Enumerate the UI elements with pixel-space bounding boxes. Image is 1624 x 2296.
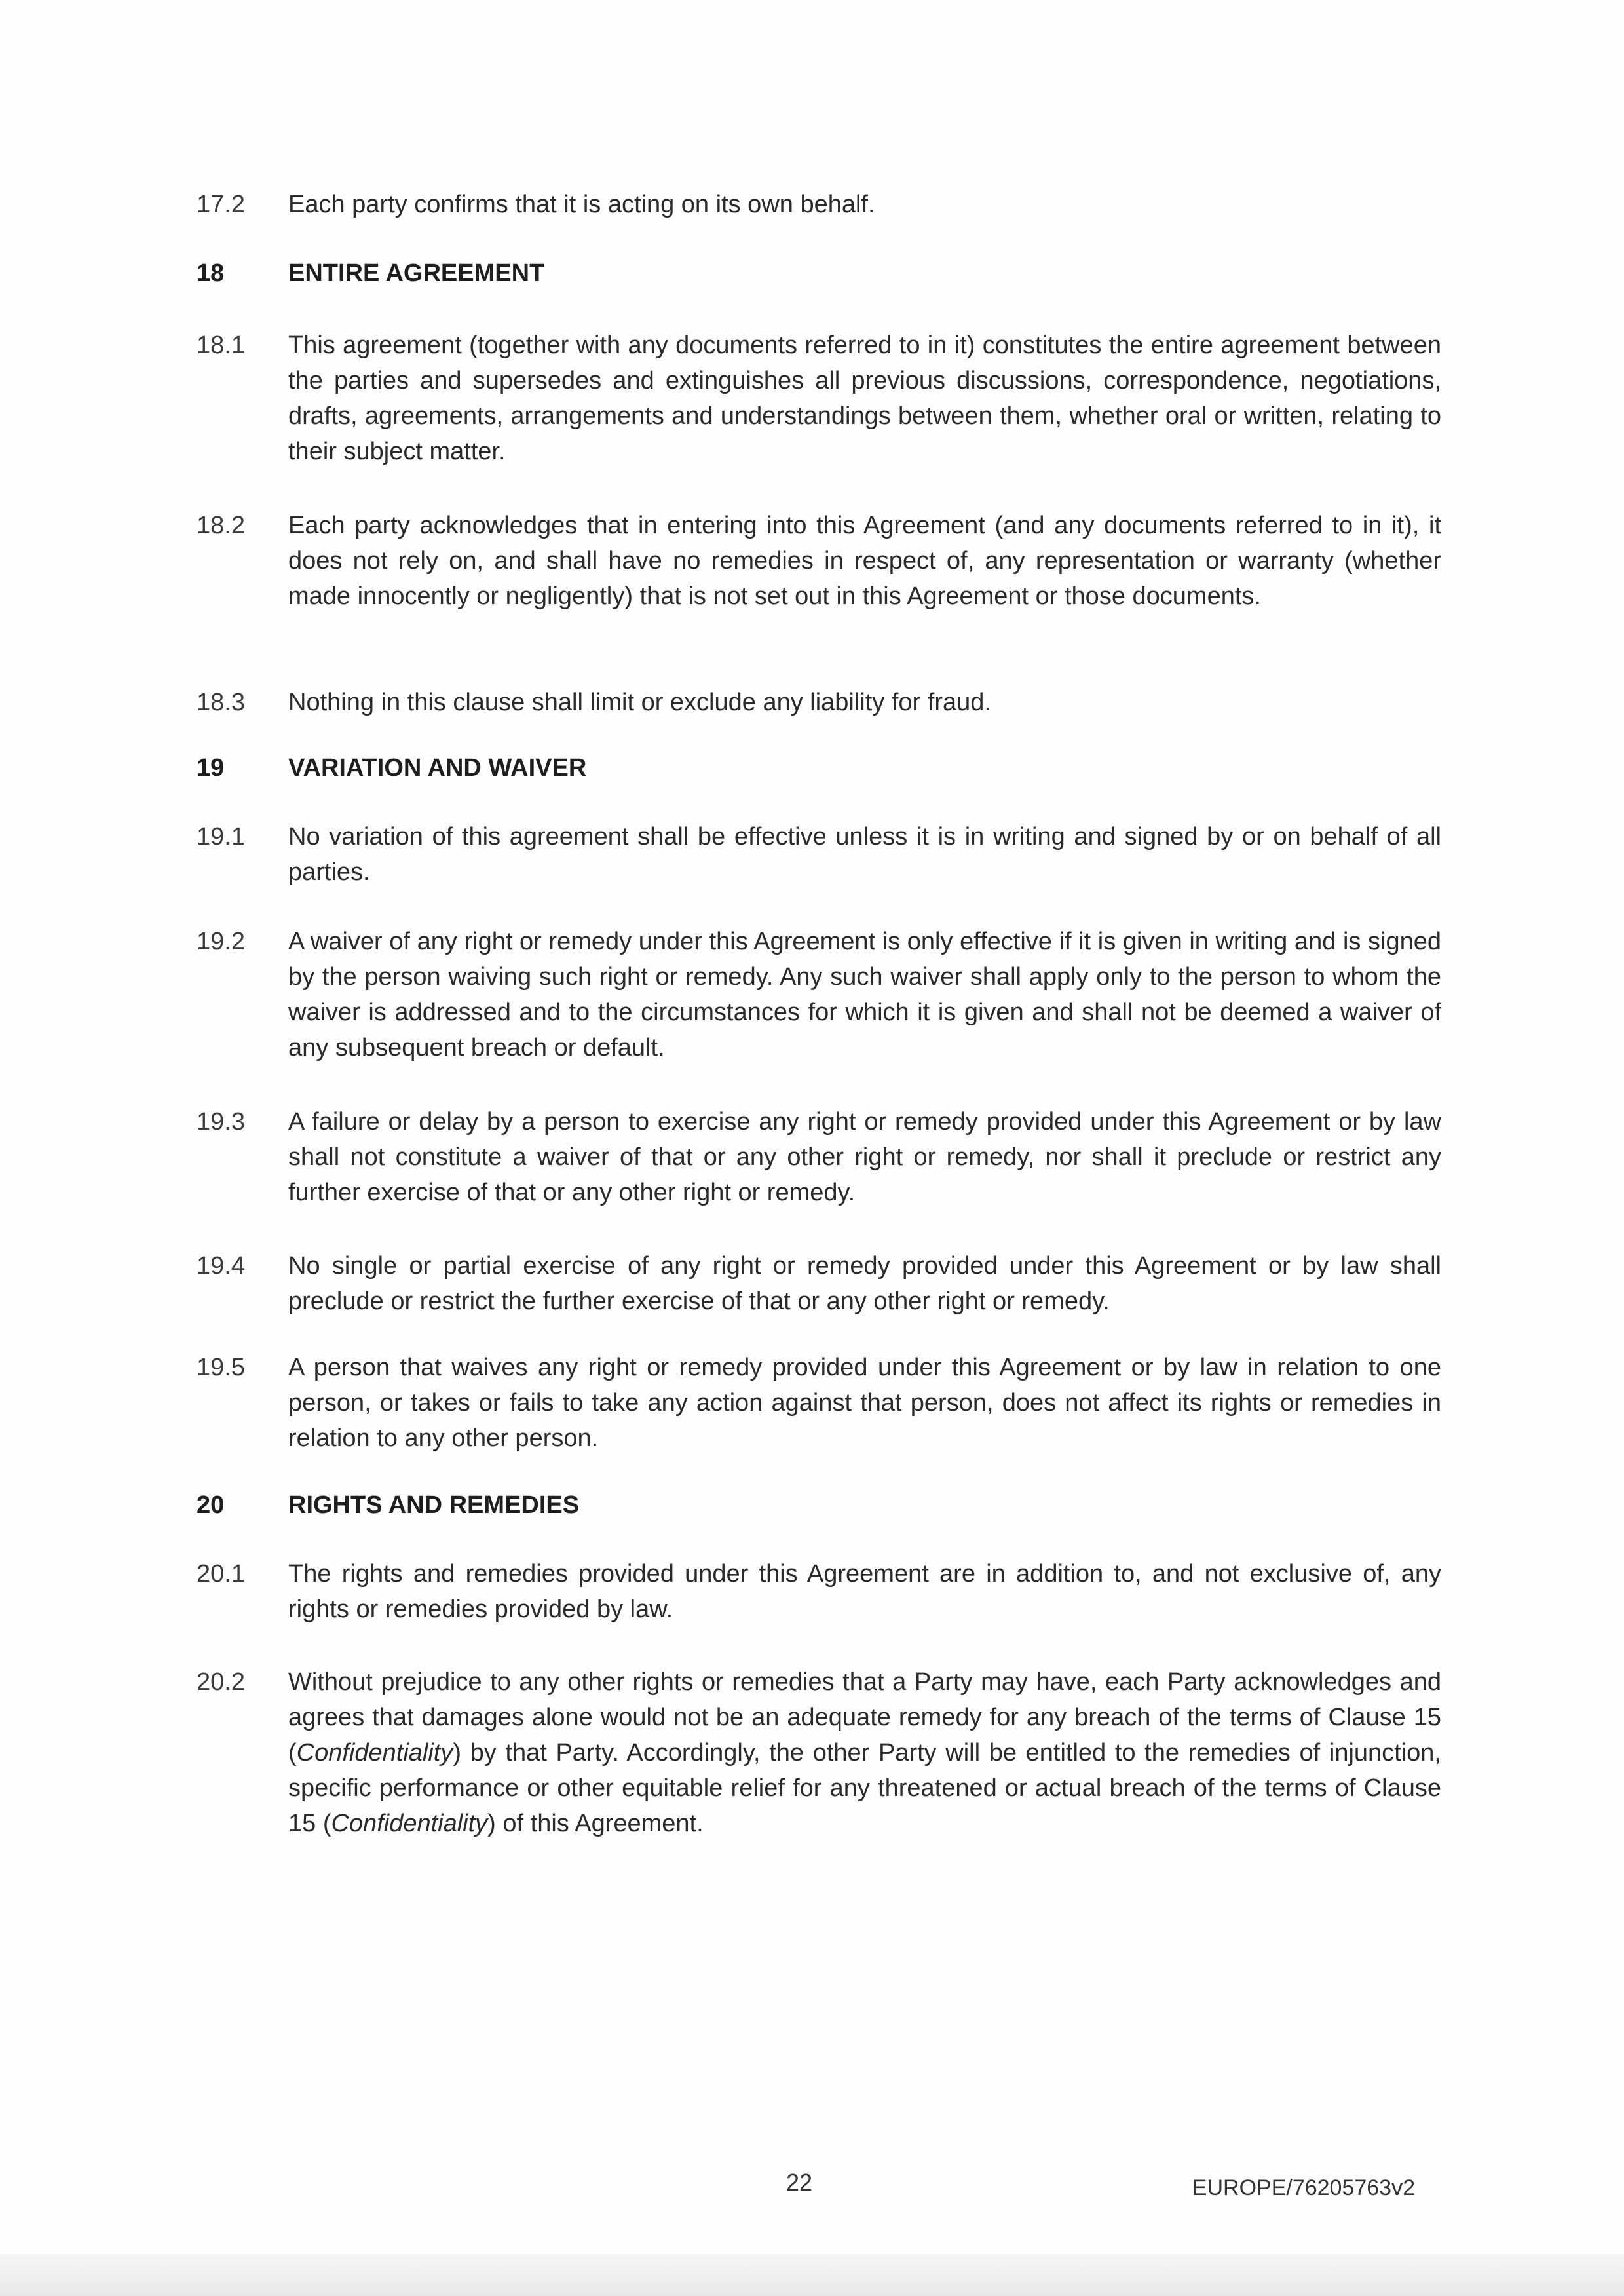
scan-edge-shadow (0, 2254, 1624, 2296)
clause-number: 20.2 (197, 1668, 245, 1696)
clause-20-1 (197, 1556, 1441, 1627)
section-title: VARIATION AND WAIVER (288, 754, 587, 782)
section-number: 19 (197, 754, 225, 782)
section-18-heading (197, 256, 1441, 291)
confidentiality-reference: Confidentiality (296, 1739, 453, 1767)
document-reference: EUROPE/76205763v2 (1192, 2175, 1415, 2200)
clause-19-5 (197, 1350, 1441, 1456)
clause-text-part: Without prejudice to any other rights or remedies that a Party may have, each Party acknowledges and agrees that damages alone would not be an adequate remedy for any breach of the terms of Clause 15 ( (288, 1668, 1441, 1767)
clause-19-4 (197, 1248, 1441, 1319)
clause-number: 19.4 (197, 1252, 245, 1280)
section-title: RIGHTS AND REMEDIES (288, 1491, 580, 1519)
clause-text-part: ) by that Party. Accordingly, the other Party will be entitled to the remedies of injunction, specific performance or other equitable relief for any threatened or actual breach of the terms of Clause 15 ( (288, 1739, 1441, 1837)
clause-20-2 (197, 1664, 1441, 1841)
clause-text (288, 1664, 1441, 1841)
clause-text: A person that waives any right or remedy provided under this Agreement or by law in relation to one person, or takes or fails to take any action against that person, does not affect its rights or remedies in relation to any other person. (288, 1354, 1441, 1452)
clause-text: A waiver of any right or remedy under this Agreement is only effective if it is given in writing and is signed by the person waiving such right or remedy. Any such waiver shall apply only to the person to whom the waiver is addressed and to the circumstances for which it is given and shall not be deemed a waiver of any subsequent breach or default. (288, 928, 1441, 1062)
clause-text-part: ) of this Agreement. (487, 1810, 704, 1837)
clause-number: 17.2 (197, 191, 245, 218)
clause-text: Each party acknowledges that in entering into this Agreement (and any documents referred to in it), it does not rely on, and shall have no remedies in respect of, any representation or warranty (whether made innocently or negligently) that is not set out in this Agreement or those documents. (288, 512, 1441, 610)
clause-number: 20.1 (197, 1560, 245, 1588)
clause-number: 18.3 (197, 689, 245, 716)
clause-18-3 (197, 685, 1441, 720)
clause-number: 19.3 (197, 1108, 245, 1136)
clause-19-1 (197, 819, 1441, 890)
section-number: 18 (197, 259, 225, 287)
section-number: 20 (197, 1491, 225, 1519)
clause-18-1 (197, 328, 1441, 469)
clause-text: Each party confirms that it is acting on its own behalf. (288, 191, 875, 218)
section-title: ENTIRE AGREEMENT (288, 259, 545, 287)
page-number: 22 (785, 2169, 813, 2196)
section-20-heading (197, 1487, 1441, 1523)
clause-18-2 (197, 508, 1441, 614)
clause-number: 18.1 (197, 332, 245, 359)
section-19-heading (197, 750, 1441, 786)
clause-17-2 (197, 187, 1441, 222)
confidentiality-reference: Confidentiality (331, 1810, 488, 1837)
clause-text: A failure or delay by a person to exercise any right or remedy provided under this Agreement or by law shall not constitute a waiver of that or any other right or remedy, nor shall it preclude or restrict any further exercise of that or any other right or remedy. (288, 1108, 1441, 1206)
clause-number: 19.2 (197, 928, 245, 955)
clause-text: No single or partial exercise of any right or remedy provided under this Agreement or by law shall preclude or restrict the further exercise of that or any other right or remedy. (288, 1252, 1441, 1315)
clause-text: The rights and remedies provided under this Agreement are in addition to, and not exclusive of, any rights or remedies provided by law. (288, 1560, 1441, 1623)
clause-number: 19.1 (197, 823, 245, 851)
clause-number: 19.5 (197, 1354, 245, 1381)
clause-text: Nothing in this clause shall limit or exclude any liability for fraud. (288, 689, 991, 716)
clause-19-3 (197, 1104, 1441, 1210)
clause-number: 18.2 (197, 512, 245, 539)
clause-text: No variation of this agreement shall be effective unless it is in writing and signed by or on behalf of all parties. (288, 823, 1441, 886)
clause-19-2 (197, 924, 1441, 1065)
clause-text: This agreement (together with any documents referred to in it) constitutes the entire agreement between the parties and supersedes and extinguishes all previous discussions, correspondence, negotiations, drafts, agreements, arrangements and understandings between them, whether oral or written, relating to their subject matter. (288, 332, 1441, 465)
